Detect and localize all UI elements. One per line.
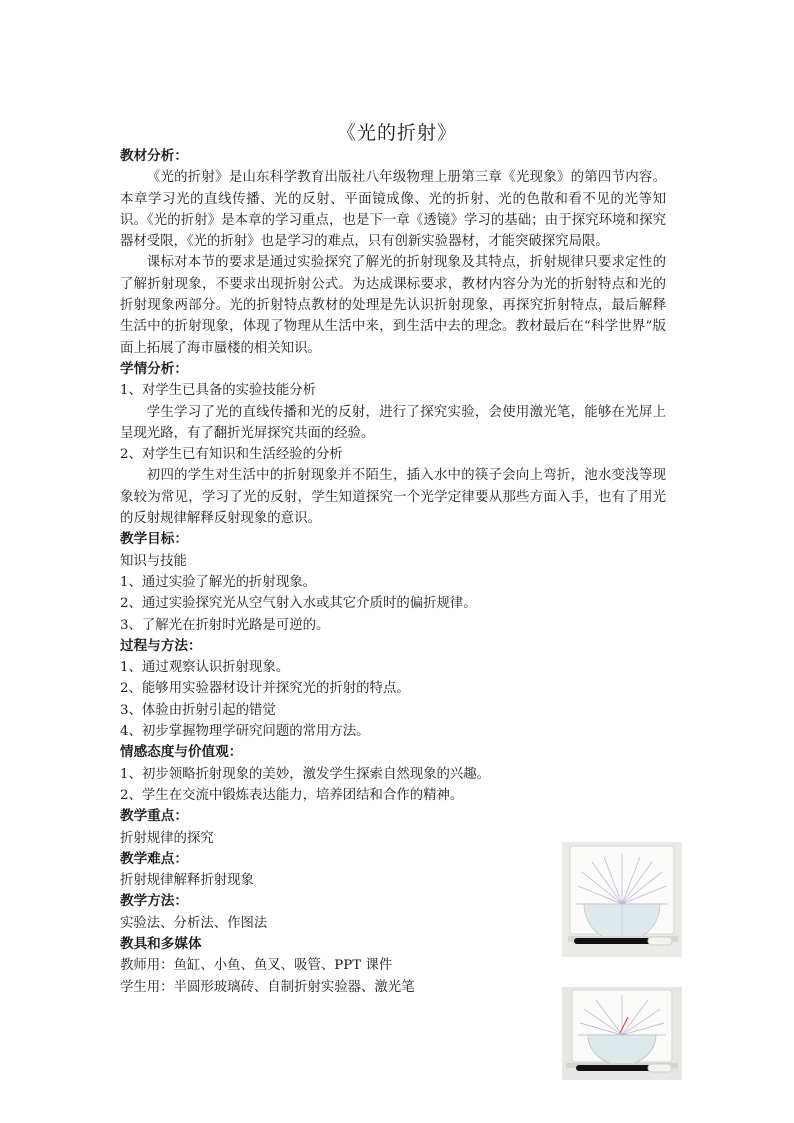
goals-subheading: 知识与技能	[120, 553, 187, 569]
goals-item: 1、通过实验了解光的折射现象。	[120, 574, 316, 590]
difficulty-text: 折射规律解释折射现象	[120, 873, 254, 889]
process-item: 3、体验由折射引起的错觉	[120, 702, 276, 718]
material-paragraph-2: 课标对本节的要求是通过实验探究了解光的折射现象及其特点，折射规律只要求定性的了解折射现象，不要求出现折射公式。为达成课标要求，教材内容分为光的折射特点和光的折射现象两部分。光的折射特点教材的处理是先认识折射现象，再探究折射特点，最后解释生活中的折射现象，体现了物理从生活中来，到生活中去的理念。教材最后在“科学世界”版面上拓展了海市蜃楼的相关知识。	[120, 255, 666, 356]
attitude-item: 2、学生在交流中锻炼表达能力，培养团结和合作的精神。	[120, 787, 464, 803]
process-item: 2、能够用实验器材设计并探究光的折射的特点。	[120, 681, 410, 697]
process-item: 4、初步掌握物理学研究问题的常用方法。	[120, 724, 370, 740]
attitude-item: 1、初步领略折射现象的美妙，激发学生探索自然现象的兴趣。	[120, 766, 491, 782]
material-paragraph-1: 《光的折射》是山东科学教育出版社八年级物理上册第三章《光现象》的第四节内容。本章学习光的直线传播、光的反射、平面镜成像、光的折射、光的色散和看不见的光等知识。《光的折射》是本章的学习重点，也是下一章《透镜》学习的基础；由于探究环境和探究器材受限，《光的折射》也是学习的难点，只有创新实验器材，才能突破探究局限。	[120, 170, 666, 250]
media-teacher: 教师用：鱼缸、小鱼、鱼叉、吸管、PPT 课件	[120, 958, 393, 974]
heading-goals: 教学目标：	[120, 531, 188, 548]
process-item: 1、通过观察认识折射现象。	[120, 660, 290, 676]
goals-item: 3、了解光在折射时光路是可逆的。	[120, 617, 330, 633]
refraction-apparatus-illustration	[562, 987, 682, 1080]
students-paragraph-1: 学生学习了光的直线传播和光的反射，进行了探究实验，会使用激光笔，能够在光屏上呈现光路，有了翻折光屏探究共面的经验。	[120, 404, 666, 441]
students-paragraph-2: 初四的学生对生活中的折射现象并不陌生，插入水中的筷子会向上弯折，池水变浅等现象较为常见，学习了光的反射，学生知道探究一个光学定律要从那些方面入手，也有了用光的反射规律解释反射现象的意识。	[120, 468, 666, 527]
heading-difficulty: 教学难点：	[120, 850, 188, 867]
students-item-1: 1、对学生已具备的实验技能分析	[120, 383, 316, 399]
heading-key-point: 教学重点：	[120, 808, 188, 825]
methods-text: 实验法、分析法、作图法	[120, 915, 268, 931]
heading-methods: 教学方法：	[120, 893, 188, 910]
refraction-apparatus-photo-2	[562, 987, 682, 1080]
key-point-text: 折射规律的探究	[120, 830, 214, 846]
refraction-apparatus-photo-1	[562, 842, 682, 957]
media-student: 学生用：半圆形玻璃砖、自制折射实验器、激光笔	[120, 979, 415, 995]
students-item-2: 2、对学生已有知识和生活经验的分析	[120, 447, 343, 463]
heading-media: 教具和多媒体	[120, 935, 202, 952]
refraction-apparatus-illustration	[562, 842, 682, 957]
goals-item: 2、通过实验探究光从空气射入水或其它介质时的偏折规律。	[120, 596, 477, 612]
heading-students: 学情分析：	[120, 360, 188, 377]
heading-material: 教材分析：	[120, 148, 188, 164]
heading-process: 过程与方法：	[120, 637, 202, 654]
document-title: 《光的折射》	[336, 122, 457, 144]
heading-attitude: 情感态度与价值观：	[120, 744, 243, 761]
